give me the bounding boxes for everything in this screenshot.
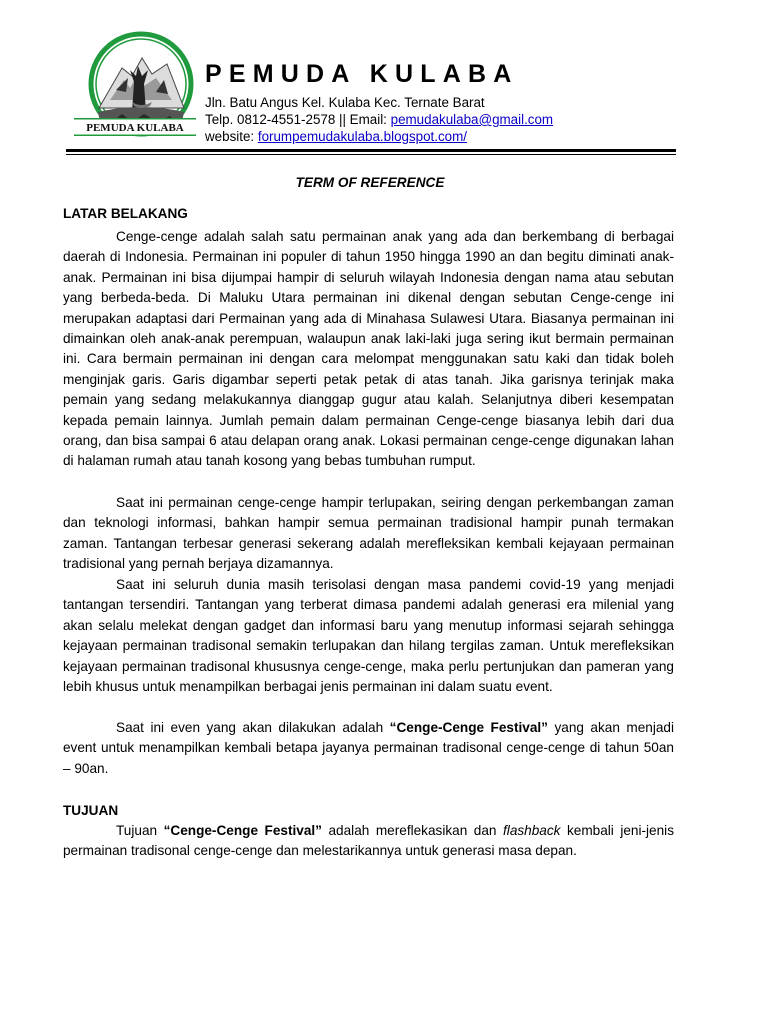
- phone-text: Telp. 0812-4551-2578 || Email:: [205, 112, 391, 127]
- purpose-text-end: kembali jeni-jenis permainan tradisonal cenge-cenge dan melestarikannya untuk generasi masa depan.: [63, 823, 674, 859]
- flashback-italic: flashback: [503, 823, 561, 838]
- paragraph-background-3: Saat ini seluruh dunia masih terisolasi dengan masa pandemi covid-19 yang menjadi tantangan tersendiri. Tantangan yang terberat dimasa pandemi adalah generasi era milenial yang akan selalu melekat dengan gadget dan informasi baru yang menutup informasi sejarah sehingga kejayaan permainan tradisonal semakin terlupakan dan hilang tergilas zaman. Untuk merefleksikan kejayaan permainan tradisonal khususnya cenge-cenge, maka perlu pertunjukan dan pameran yang lebih khusus untuk menampilkan berbagai jenis permainan ini dalam suatu event.: [63, 577, 674, 695]
- purpose-text-start: Tujuan: [116, 823, 164, 838]
- website-label: website:: [205, 129, 258, 144]
- festival-name-bold: “Cenge-Cenge Festival”: [389, 720, 548, 735]
- document-title: TERM OF REFERENCE: [295, 175, 445, 190]
- contact-block: [205, 94, 553, 145]
- paragraph-background-1: Cenge-cenge adalah salah satu permainan anak yang ada dan berkembang di berbagai daerah di Indonesia. Permainan ini populer di tahun 1950 hingga 1990 an dan begitu diminati anak-anak. Permainan ini bisa dijumpai hampir di seluruh wilayah Indonesia dengan nama atau sebutan yang berbeda-beda. Di Maluku Utara permainan ini dikenal dengan sebutan Cenge-cenge ini merupakan adaptasi dari Permainan yang ada di Minahasa Sulawesi Utara. Biasanya permainan ini dimainkan oleh anak-anak perempuan, walaupun anak laki-laki juga sering ikut bermain permainan ini. Cara bermain permainan ini dengan cara melompat menggunakan satu kaki dan tidak boleh menginjak garis. Garis digambar seperti petak petak di atas tanah. Jika garisnya terinjak maka pemain yang sedang melakukannya dianggap gugur atau kalah. Selanjutnya diberi kesempatan kepada pemain lainnya. Jumlah pemain dalam permainan Cenge-cenge biasanya lebih dari dua orang, dan bisa sampai 6 atau delapan orang anak. Lokasi permainan cenge-cenge digunakan lahan di halaman rumah atau tanah kosong yang bebas tumbuhan rumput.: [63, 229, 674, 469]
- pemuda-kulaba-logo: [72, 30, 202, 148]
- logo-text: PEMUDA KULABA: [86, 122, 184, 134]
- paragraph-background-4: [63, 718, 674, 779]
- organization-name: PEMUDA KULABA: [205, 60, 519, 88]
- header-divider-thin: [66, 154, 676, 155]
- section-heading-latar-belakang: LATAR BELAKANG: [63, 206, 188, 221]
- p4-text-end: yang akan menjadi event untuk menampilkan kembali betapa jayanya permainan tradisonal cenge-cenge di tahun 50an – 90an.: [63, 720, 674, 776]
- email-link[interactable]: pemudakulaba@gmail.com: [390, 112, 554, 127]
- phone-email-line: [205, 111, 553, 128]
- website-link[interactable]: forumpemudakulaba.blogspot.com/: [257, 129, 468, 144]
- section-heading-tujuan: TUJUAN: [63, 803, 119, 818]
- festival-name-bold-2: “Cenge-Cenge Festival”: [163, 823, 322, 838]
- paragraph-purpose: [63, 821, 674, 862]
- paragraph-background-2: Saat ini permainan cenge-cenge hampir terlupakan, seiring dengan perkembangan zaman dan teknologi informasi, bahkan hampir semua permainan tradisional hampir punah termakan zaman. Tantangan terbesar generasi sekerang adalah merefleksikan kembali kejayaan permainan tradisional yang pernah berjaya dizamannya.: [63, 495, 674, 572]
- p4-text-start: Saat ini even yang akan dilakukan adalah: [116, 720, 390, 735]
- address-line: Jln. Batu Angus Kel. Kulaba Kec. Ternate Barat: [205, 95, 485, 110]
- website-line: [205, 128, 553, 145]
- header-divider-thick: [66, 149, 676, 152]
- purpose-text-middle: adalah mereflekasikan dan: [321, 823, 504, 838]
